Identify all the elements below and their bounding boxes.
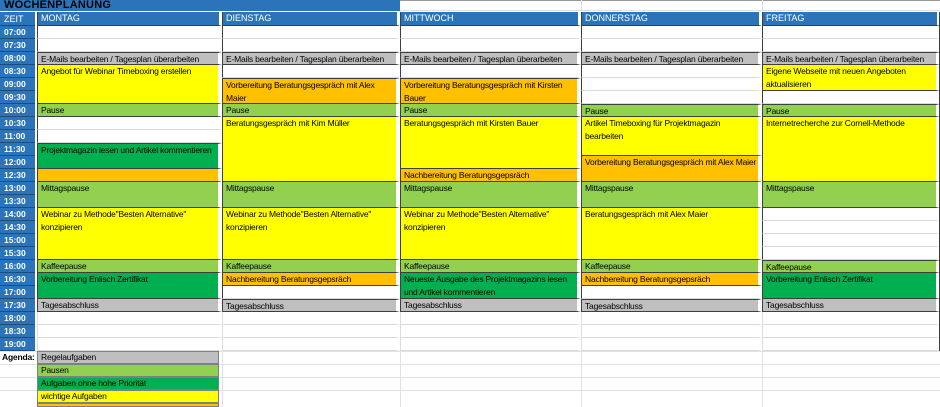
time-cell[interactable]: 15:00: [0, 234, 35, 247]
schedule-cell[interactable]: [37, 325, 222, 338]
schedule-cell[interactable]: [400, 325, 581, 338]
schedule-cell[interactable]: [37, 117, 222, 130]
time-cell[interactable]: 19:00: [0, 338, 35, 351]
schedule-cell[interactable]: [581, 39, 762, 52]
title-cell[interactable]: [0, 0, 400, 11]
schedule-cell[interactable]: Artikel Timeboxing für Projektmagazin bearbeiten: [581, 117, 762, 156]
day-column-freitag: [762, 12, 940, 351]
schedule-cell[interactable]: Vorbereitung Beratungsgespräch mit Alex Maier: [222, 78, 400, 104]
schedule-cell[interactable]: Mittagspause: [222, 182, 400, 208]
schedule-cell[interactable]: [37, 130, 222, 143]
schedule-cell[interactable]: [37, 169, 222, 182]
time-cell[interactable]: 16:30: [0, 273, 35, 286]
schedule-cell[interactable]: Webinar zu Methode"Besten Alternative" konzipieren: [37, 208, 222, 260]
schedule-cell[interactable]: [222, 65, 400, 78]
schedule-cell[interactable]: [37, 39, 222, 52]
schedule-cell[interactable]: Neueste Ausgabe des Projektmagazins lesen und Artikel kommentieren: [400, 273, 581, 299]
schedule-cell[interactable]: Beratungsgespräch mit Kim Müller: [222, 117, 400, 182]
schedule-cell[interactable]: [762, 338, 940, 351]
day-column-donnerstag: [581, 12, 762, 351]
schedule-cell[interactable]: Tagesabschluss: [581, 299, 762, 312]
schedule-cell[interactable]: Projektmagazin lesen und Artikel kommentieren: [37, 143, 222, 169]
schedule-cell[interactable]: [581, 78, 762, 91]
schedule-cell[interactable]: [37, 312, 222, 325]
legend-item[interactable]: Aufgaben ohne hohe Priorität: [37, 377, 219, 390]
schedule-cell[interactable]: Pause: [222, 104, 400, 117]
schedule-cell[interactable]: [37, 338, 222, 351]
schedule-cell[interactable]: [222, 286, 400, 299]
gridline: [581, 351, 582, 407]
schedule-cell[interactable]: [581, 325, 762, 338]
page-title: WOCHENPLANUNG: [4, 0, 112, 11]
schedule-cell[interactable]: E-Mails bearbeiten / Tagesplan überarbeiten: [762, 52, 940, 65]
schedule-cell[interactable]: Angebot für Webinar Timeboxing erstellen: [37, 65, 222, 104]
schedule-cell[interactable]: Kaffeepause: [222, 260, 400, 273]
time-cell[interactable]: 14:00: [0, 208, 35, 221]
legend-agenda-label: Agenda:: [2, 352, 35, 362]
schedule-cell[interactable]: [581, 338, 762, 351]
gridline: [581, 0, 582, 11]
time-cell[interactable]: 08:30: [0, 65, 35, 78]
time-cell[interactable]: 08:00: [0, 52, 35, 65]
schedule-cell[interactable]: [400, 65, 581, 78]
schedule-cell[interactable]: [762, 91, 940, 104]
schedule-cell[interactable]: [222, 325, 400, 338]
schedule-cell[interactable]: Pause: [400, 104, 581, 117]
day-header-donnerstag[interactable]: DONNERSTAG: [581, 12, 762, 26]
schedule-cell[interactable]: [581, 91, 762, 104]
schedule-cell[interactable]: [400, 39, 581, 52]
time-cell[interactable]: 16:00: [0, 260, 35, 273]
schedule-cell[interactable]: [222, 26, 400, 39]
schedule-cell[interactable]: E-Mails bearbeiten / Tagesplan überarbeiten: [581, 52, 762, 65]
schedule-cell[interactable]: Pause: [762, 104, 940, 117]
time-cell[interactable]: 17:30: [0, 299, 35, 312]
gridline: [400, 351, 401, 407]
schedule-cell[interactable]: [762, 325, 940, 338]
schedule-cell[interactable]: [762, 39, 940, 52]
gridline: [222, 351, 223, 407]
day-header-montag[interactable]: MONTAG: [37, 12, 222, 26]
schedule-cell[interactable]: [400, 338, 581, 351]
day-column-mittwoch: [400, 12, 581, 351]
time-cell[interactable]: 18:00: [0, 312, 35, 325]
schedule-cell[interactable]: Mittagspause: [581, 182, 762, 208]
time-cell[interactable]: 14:30: [0, 221, 35, 234]
time-cell[interactable]: 07:00: [0, 26, 35, 39]
schedule-cell[interactable]: Nachbereitung Beratungsgepsräch: [400, 169, 581, 182]
legend-item[interactable]: [37, 403, 219, 407]
schedule-cell[interactable]: Nachbereitung Beratungsgepsräch: [222, 273, 400, 286]
schedule-cell[interactable]: Kaffeepause: [762, 260, 940, 273]
time-cell[interactable]: 15:30: [0, 247, 35, 260]
schedule-cell[interactable]: Internetrecherche zur Cornell-Methode: [762, 117, 940, 182]
time-cell[interactable]: 07:30: [0, 39, 35, 52]
gridline: [400, 0, 940, 1]
time-cell[interactable]: 12:30: [0, 169, 35, 182]
time-cell[interactable]: 09:00: [0, 78, 35, 91]
schedule-cell[interactable]: [222, 338, 400, 351]
schedule-cell[interactable]: Eigene Webseite mit neuen Angeboten aktualisieren: [762, 65, 940, 91]
schedule-cell[interactable]: Tagesabschluss: [37, 299, 222, 312]
schedule-cell[interactable]: [581, 312, 762, 325]
schedule-cell[interactable]: [762, 234, 940, 247]
time-cell[interactable]: 11:00: [0, 130, 35, 143]
schedule-cell[interactable]: Vorbereitung Beratungsgespräch mit Alex Maier: [581, 156, 762, 182]
schedule-cell[interactable]: E-Mails bearbeiten / Tagesplan überarbeiten: [400, 52, 581, 65]
schedule-cell[interactable]: Beratungsgespräch mit Alex Maier: [581, 208, 762, 260]
time-cell[interactable]: 10:30: [0, 117, 35, 130]
legend-item[interactable]: Pausen: [37, 364, 219, 377]
schedule-cell[interactable]: Tagesabschluss: [762, 299, 940, 312]
time-cell[interactable]: 09:30: [0, 91, 35, 104]
time-cell[interactable]: 18:30: [0, 325, 35, 338]
schedule-cell[interactable]: Webinar zu Methode"Besten Alternative" konzipieren: [400, 208, 581, 260]
time-cell[interactable]: 13:30: [0, 195, 35, 208]
time-cell[interactable]: 17:00: [0, 286, 35, 299]
schedule-cell[interactable]: Pause: [581, 104, 762, 117]
time-column: [0, 12, 35, 351]
legend-item[interactable]: Regelaufgaben: [37, 351, 219, 364]
schedule-cell[interactable]: Nachbereitung Beratungsgepsräch: [581, 273, 762, 286]
schedule-cell[interactable]: E-Mails bearbeiten / Tagesplan überarbeiten: [37, 52, 222, 65]
day-column-montag: [37, 12, 222, 351]
gridline: [762, 351, 763, 407]
schedule-cell[interactable]: Vorbereitung Beratungsgespräch mit Kirsten Bauer: [400, 78, 581, 104]
day-header-dienstag[interactable]: DIENSTAG: [222, 12, 400, 26]
schedule-cell[interactable]: Kaffeepause: [581, 260, 762, 273]
schedule-cell[interactable]: [581, 286, 762, 299]
schedule-cell[interactable]: Tagesabschluss: [400, 299, 581, 312]
schedule-cell[interactable]: Kaffeepause: [400, 260, 581, 273]
time-cell[interactable]: 11:30: [0, 143, 35, 156]
schedule-cell[interactable]: [37, 26, 222, 39]
schedule-cell[interactable]: [581, 26, 762, 39]
schedule-cell[interactable]: Beratungsgespräch mit Kirsten Bauer: [400, 117, 581, 169]
day-header-freitag[interactable]: FREITAG: [762, 12, 940, 26]
schedule-cell[interactable]: Mittagspause: [762, 182, 940, 208]
schedule-cell[interactable]: Vorbereitung Enlisch Zertifikat: [37, 273, 222, 299]
schedule-cell[interactable]: [762, 221, 940, 234]
time-cell[interactable]: 13:00: [0, 182, 35, 195]
legend-item[interactable]: wichtige Aufgaben: [37, 390, 219, 403]
schedule-cell[interactable]: [581, 65, 762, 78]
schedule-cell[interactable]: [762, 208, 940, 221]
schedule-cell[interactable]: Vorbereitung Enlisch Zertifikat: [762, 273, 940, 299]
time-cell[interactable]: 10:00: [0, 104, 35, 117]
time-cell[interactable]: 12:00: [0, 156, 35, 169]
time-header-cell[interactable]: ZEIT: [0, 12, 35, 26]
day-header-mittwoch[interactable]: MITTWOCH: [400, 12, 581, 26]
schedule-cell[interactable]: [762, 312, 940, 325]
schedule-cell[interactable]: Tagesabschluss: [222, 299, 400, 312]
schedule-cell[interactable]: Webinar zu Methode"Besten Alternative" konzipieren: [222, 208, 400, 260]
schedule-cell[interactable]: [762, 26, 940, 39]
day-column-dienstag: [222, 12, 400, 351]
schedule-cell[interactable]: [222, 39, 400, 52]
schedule-cell[interactable]: Pause: [37, 104, 222, 117]
schedule-cell[interactable]: [222, 312, 400, 325]
schedule-cell[interactable]: E-Mails bearbeiten / Tagesplan überarbeiten: [222, 52, 400, 65]
schedule-cell[interactable]: Mittagspause: [37, 182, 222, 208]
gridline: [400, 10, 940, 11]
schedule-cell[interactable]: Kaffeepause: [37, 260, 222, 273]
schedule-cell[interactable]: Mittagspause: [400, 182, 581, 208]
schedule-cell[interactable]: [400, 26, 581, 39]
gridline: [762, 0, 763, 11]
schedule-cell[interactable]: [400, 312, 581, 325]
schedule-cell[interactable]: [762, 247, 940, 260]
